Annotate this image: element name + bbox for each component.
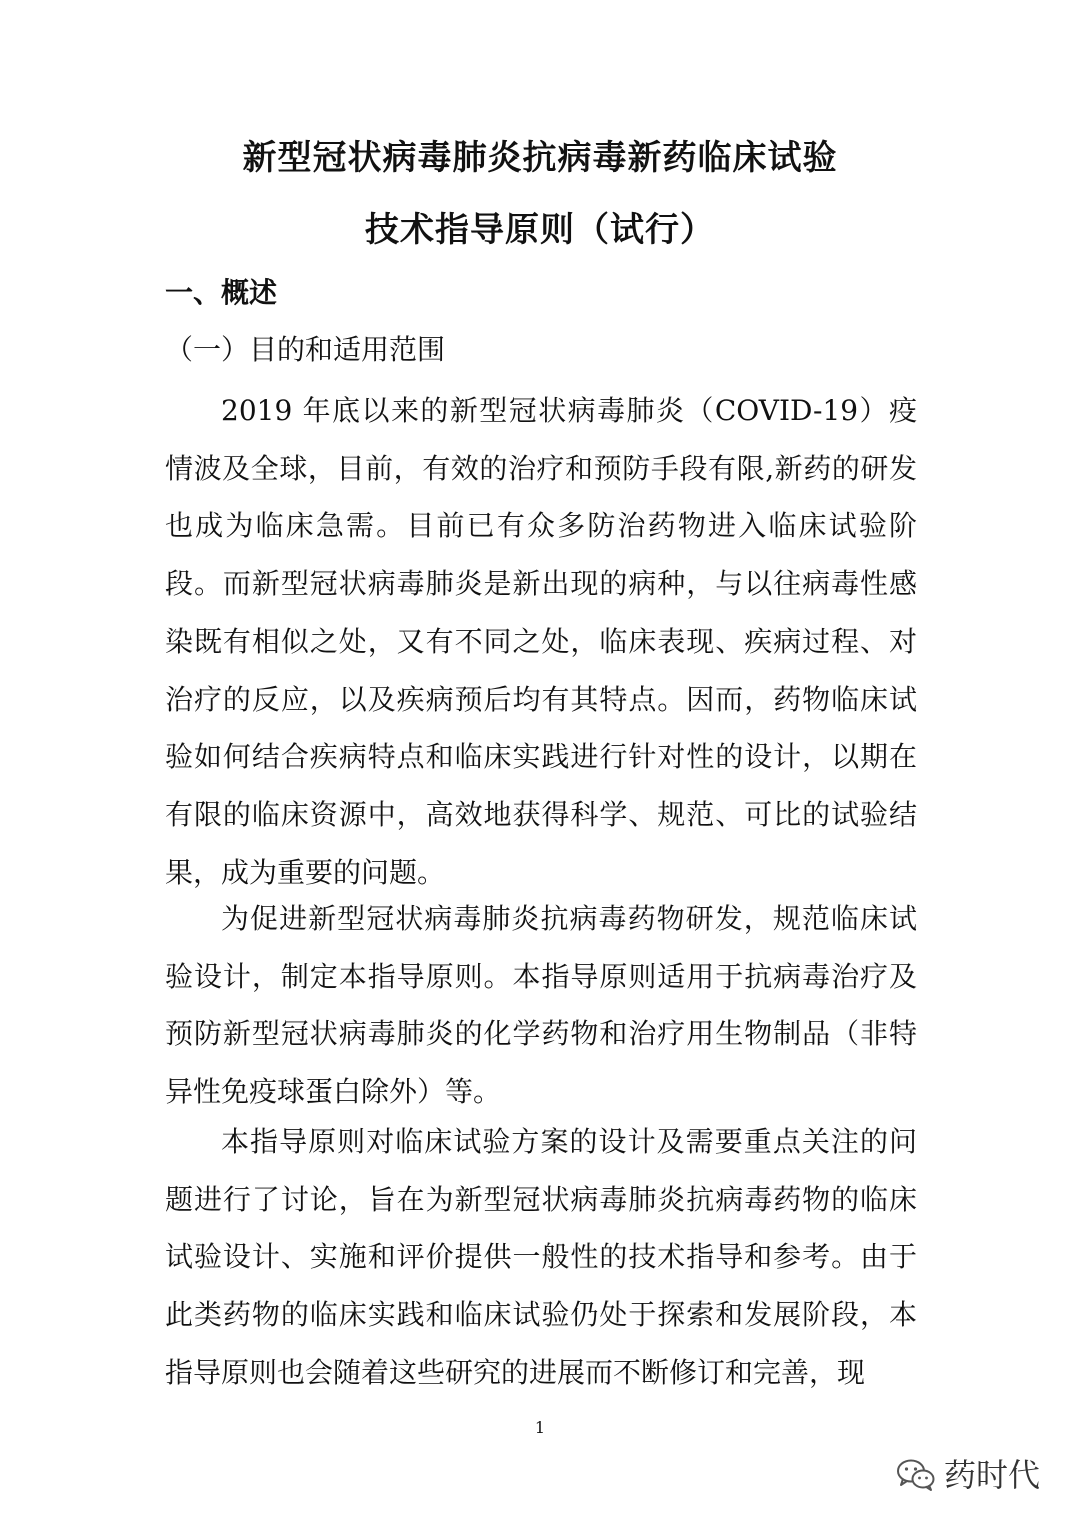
watermark (896, 1455, 1040, 1495)
document-title-line-1: 新型冠状病毒肺炎抗病毒新药临床试验 (242, 138, 838, 178)
subsection-heading: （一）目的和适用范围 (165, 333, 446, 366)
wechat-icon (896, 1458, 936, 1492)
paragraph-2: 为促进新型冠状病毒肺炎抗病毒药物研发，规范临床试验设计，制定本指导原则。本指导原则适用于抗病毒治疗及预防新型冠状病毒肺炎的化学药物和治疗用生物制品（非特异性免疫球蛋白除外）等。 (165, 902, 917, 1109)
document-title-line-2: 技术指导原则（试行） (365, 210, 715, 250)
watermark-text: 药时代 (943, 1456, 1040, 1494)
paragraph-1: 2019 年底以来的新型冠状病毒肺炎（COVID-19）疫情波及全球，目前，有效的治疗和预防手段有限,新药的研发也成为临床急需。目前已有众多防治药物进入临床试验阶段。而新型冠状病毒肺炎是新出现的病种，与以往病毒性感染既有相似之处，又有不同之处，临床表现、疾病过程、对治疗的反应，以及疾病预后均有其特点。因而，药物临床试验如何结合疾病特点和临床实践进行针对性的设计，以期在有限的临床资源中，高效地获得科学、规范、可比的试验结果，成为重要的问题。 (165, 394, 917, 889)
page-number: 1 (534, 1418, 546, 1437)
section-heading: 一、概述 (165, 276, 278, 309)
paragraph-3: 本指导原则对临床试验方案的设计及需要重点关注的问题进行了讨论，旨在为新型冠状病毒肺炎抗病毒药物的临床试验设计、实施和评价提供一般性的技术指导和参考。由于此类药物的临床实践和临床试验仍处于探索和发展阶段，本指导原则也会随着这些研究的进展而不断修订和完善，现 (165, 1125, 917, 1389)
